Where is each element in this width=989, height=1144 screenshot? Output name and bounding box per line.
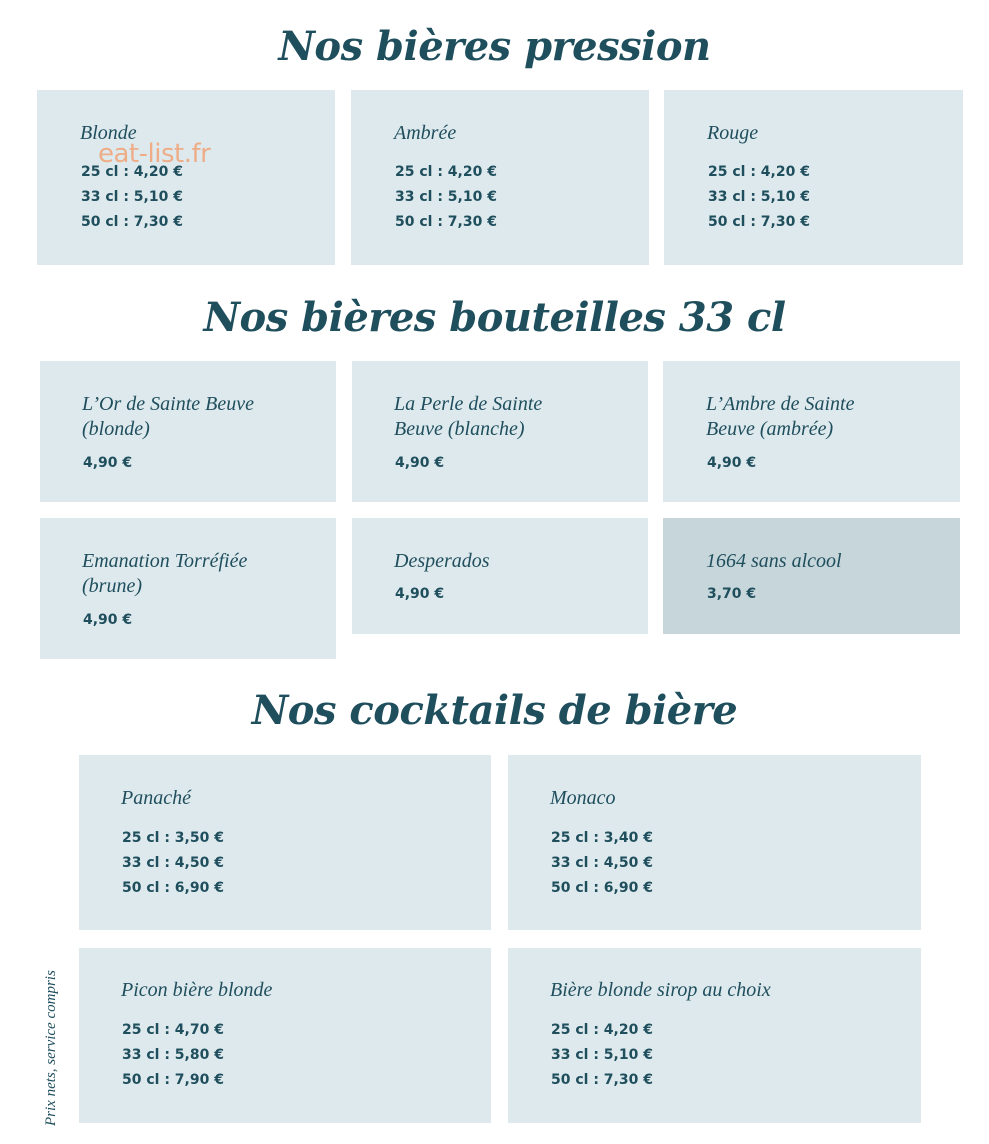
price-25cl: 25 cl : 4,20 € [708, 164, 810, 180]
price-33cl: 33 cl : 4,50 € [551, 855, 653, 871]
price-33cl: 3,70 € [707, 586, 757, 602]
menu-card-biere-blonde-sirop [508, 948, 921, 1123]
menu-card-ambre-sainte-beuve [663, 361, 960, 502]
price-list [122, 826, 224, 901]
section-title-pression: Nos bières pression [278, 23, 711, 70]
beer-name: Emanation Torréfiée (brune) [82, 550, 248, 597]
price-list [395, 160, 497, 235]
price-33cl: 4,90 € [395, 586, 445, 602]
price-list [81, 160, 183, 235]
price-25cl: 25 cl : 4,70 € [122, 1022, 224, 1038]
price-33cl: 33 cl : 5,10 € [395, 189, 497, 205]
price-33cl: 4,90 € [83, 612, 133, 628]
menu-card-1664-sans-alcool [663, 518, 960, 634]
side-note-prix-nets: Prix nets, service compris [43, 970, 59, 1126]
price-33cl: 33 cl : 4,50 € [122, 855, 224, 871]
price-50cl: 50 cl : 6,90 € [551, 880, 653, 896]
price-list [551, 826, 653, 901]
price-list [707, 582, 756, 607]
price-list [395, 582, 444, 607]
menu-card-panache [79, 755, 491, 930]
menu-card-desperados [352, 518, 648, 634]
cocktail-name: Picon bière blonde [121, 979, 273, 1001]
beer-name: 1664 sans alcool [706, 550, 842, 572]
price-50cl: 50 cl : 7,90 € [122, 1072, 224, 1088]
menu-card-perle-sainte-beuve [352, 361, 648, 502]
section-title-cocktails: Nos cocktails de bière [251, 687, 738, 734]
price-list [83, 451, 132, 476]
menu-card-blonde [37, 90, 335, 265]
price-33cl: 33 cl : 5,10 € [708, 189, 810, 205]
price-list [83, 608, 132, 633]
price-list [707, 451, 756, 476]
price-50cl: 50 cl : 7,30 € [81, 214, 183, 230]
beer-name: La Perle de Sainte Beuve (blanche) [394, 393, 543, 440]
beer-name: L’Ambre de Sainte Beuve (ambrée) [706, 393, 855, 440]
price-50cl: 50 cl : 7,30 € [708, 214, 810, 230]
price-50cl: 50 cl : 6,90 € [122, 880, 224, 896]
price-33cl: 4,90 € [707, 455, 757, 471]
price-33cl: 4,90 € [83, 455, 133, 471]
beer-name: L’Or de Sainte Beuve (blonde) [82, 393, 254, 440]
price-25cl: 25 cl : 4,20 € [81, 164, 183, 180]
price-25cl: 25 cl : 4,20 € [551, 1022, 653, 1038]
price-list [395, 451, 444, 476]
price-25cl: 25 cl : 3,40 € [551, 830, 653, 846]
price-33cl: 33 cl : 5,80 € [122, 1047, 224, 1063]
price-25cl: 25 cl : 3,50 € [122, 830, 224, 846]
price-33cl: 33 cl : 5,10 € [81, 189, 183, 205]
cocktail-name: Bière blonde sirop au choix [550, 979, 771, 1001]
price-33cl: 33 cl : 5,10 € [551, 1047, 653, 1063]
cocktail-name: Monaco [550, 787, 616, 809]
price-50cl: 50 cl : 7,30 € [395, 214, 497, 230]
price-list [122, 1018, 224, 1093]
price-50cl: 50 cl : 7,30 € [551, 1072, 653, 1088]
cocktail-name: Panaché [121, 787, 191, 809]
beer-name: Blonde [80, 122, 137, 144]
price-list [708, 160, 810, 235]
menu-card-picon-biere-blonde [79, 948, 491, 1123]
price-33cl: 4,90 € [395, 455, 445, 471]
price-25cl: 25 cl : 4,20 € [395, 164, 497, 180]
beer-name: Desperados [394, 550, 490, 572]
menu-card-monaco [508, 755, 921, 930]
watermark-eat-list: eat-list.fr [98, 139, 211, 169]
menu-card-or-sainte-beuve [40, 361, 336, 502]
price-list [551, 1018, 653, 1093]
beer-name: Rouge [707, 122, 759, 144]
menu-card-ambree [351, 90, 649, 265]
menu-card-rouge [664, 90, 963, 265]
section-title-bouteilles: Nos bières bouteilles 33 cl [203, 294, 786, 341]
menu-card-emanation-torrefiee [40, 518, 336, 659]
beer-name: Ambrée [394, 122, 457, 144]
